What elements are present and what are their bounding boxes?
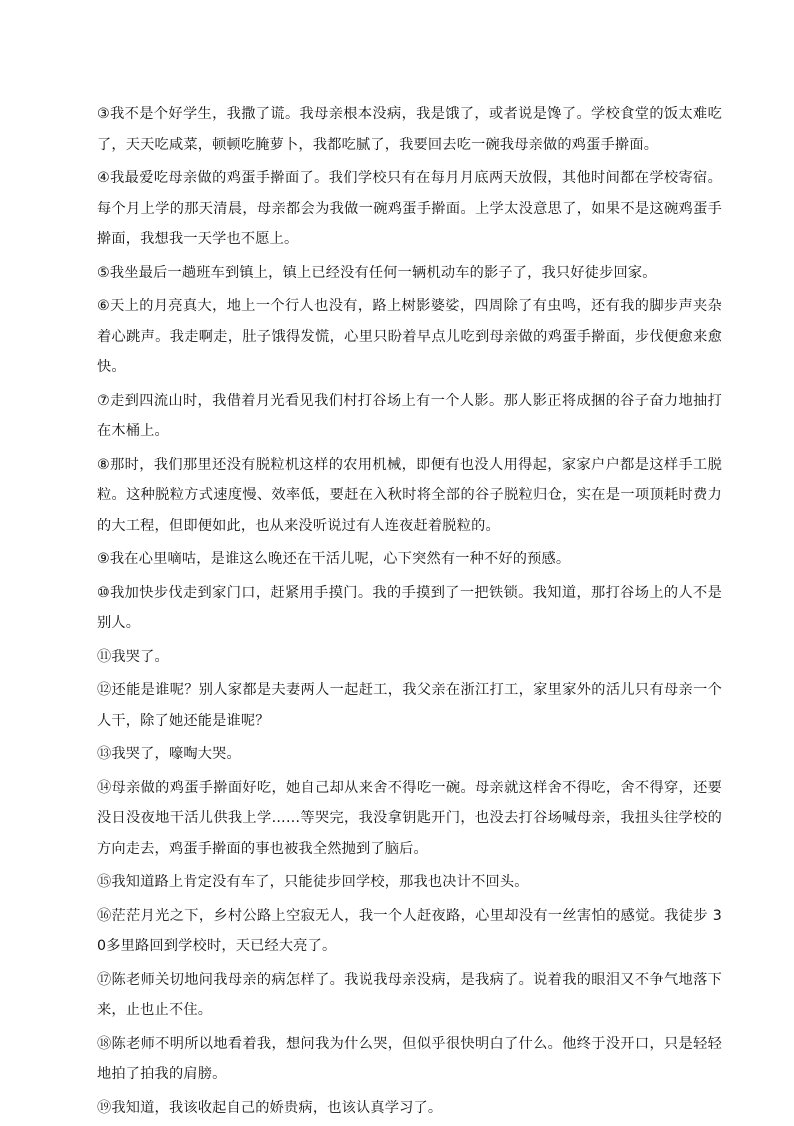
paragraph-6: ⑥天上的月亮真大，地上一个行人也没有，路上树影婆娑，四周除了有虫鸣，还有我的脚步声夹杂着心跳声。我走啊走，肚子饿得发慌，心里只盼着早点儿吃到母亲做的鸡蛋手擀面，步伐便愈来愈快。 — [97, 298, 722, 375]
paragraph-4: ④我最爱吃母亲做的鸡蛋手擀面了。我们学校只有在每月月底两天放假，其他时间都在学校寄宿。每个月上学的那天清晨，母亲都会为我做一碗鸡蛋手擀面。上学太没意思了，如果不是这碗鸡蛋手擀面，我想我一天学也不愿上。 — [97, 170, 722, 247]
paragraph-13: ⑬我哭了，嚎啕大哭。 — [97, 746, 241, 762]
paragraph-8: ⑧那时，我们那里还没有脱粒机这样的农用机械，即便有也没人用得起，家家户户都是这样手工脱粒。这种脱粒方式速度慢、效率低，要赶在入秋时将全部的谷子脱粒归仓，实在是一项顶耗时费力的大工程，但即便如此，也从来没听说过有人连夜赶着脱粒的。 — [97, 456, 722, 534]
paragraph-11: ⑪我哭了。 — [97, 648, 169, 665]
paragraph-19: ⑲我知道，我该收起自己的娇贵病，也该认真学习了。 — [97, 1099, 443, 1116]
paragraph-16: ⑯茫茫月光之下，乡村公路上空寂无人，我一个人赶夜路，心里却没有一丝害怕的感觉。我徒步 30多里路回到学校时，天已经大亮了。 — [97, 907, 722, 954]
paragraph-9: ⑨我在心里嘀咕，是谁这么晚还在干活儿呢，心下突然有一种不好的预感。 — [97, 551, 571, 567]
paragraph-17: ⑰陈老师关切地问我母亲的病怎样了。我说我母亲没病，是我病了。说着我的眼泪又不争气地落下来，止也止不住。 — [97, 971, 722, 1018]
paragraph-3: ③我不是个好学生，我撒了谎。我母亲根本没病，我是饿了，或者说是馋了。学校食堂的饭太难吃了，天天吃咸菜，顿顿吃腌萝卜，我都吃腻了，我要回去吃一碗我母亲做的鸡蛋手擀面。 — [97, 106, 722, 153]
paragraph-10: ⑩我加快步伐走到家门口，赶紧用手摸门。我的手摸到了一把铁锁。我知道，那打谷场上的人不是别人。 — [97, 584, 722, 631]
paragraph-12: ⑫还能是谁呢？别人家都是夫妻两人一起赶工，我父亲在浙江打工，家里家外的活儿只有母亲一个人干，除了她还能是谁呢？ — [97, 682, 722, 729]
paragraph-7: ⑦走到四流山时，我借着月光看见我们村打谷场上有一个人影。那人影正将成捆的谷子奋力地抽打在木桶上。 — [97, 392, 722, 439]
paragraph-14: ⑭母亲做的鸡蛋手擀面好吃，她自己却从来舍不得吃一碗。母亲就这样舍不得吃，舍不得穿，还要没日没夜地干活儿供我上学……等哭完，我没拿钥匙开门，也没去打谷场喊母亲，我扭头往学校的方向走去，鸡蛋手擀面的事也被我全然抛到了脑后。 — [97, 779, 722, 857]
paragraph-5: ⑤我坐最后一趟班车到镇上，镇上已经没有任何一辆机动车的影子了，我只好徒步回家。 — [97, 264, 657, 281]
paragraph-18: ⑱陈老师不明所以地看着我，想问我为什么哭，但似乎很快明白了什么。他终于没开口，只是轻轻地拍了拍我的肩膀。 — [97, 1035, 722, 1082]
paragraph-15: ⑮我知道路上肯定没有车了，只能徒步回学校，那我也决计不回头。 — [97, 874, 529, 890]
document-body — [97, 99, 722, 1126]
